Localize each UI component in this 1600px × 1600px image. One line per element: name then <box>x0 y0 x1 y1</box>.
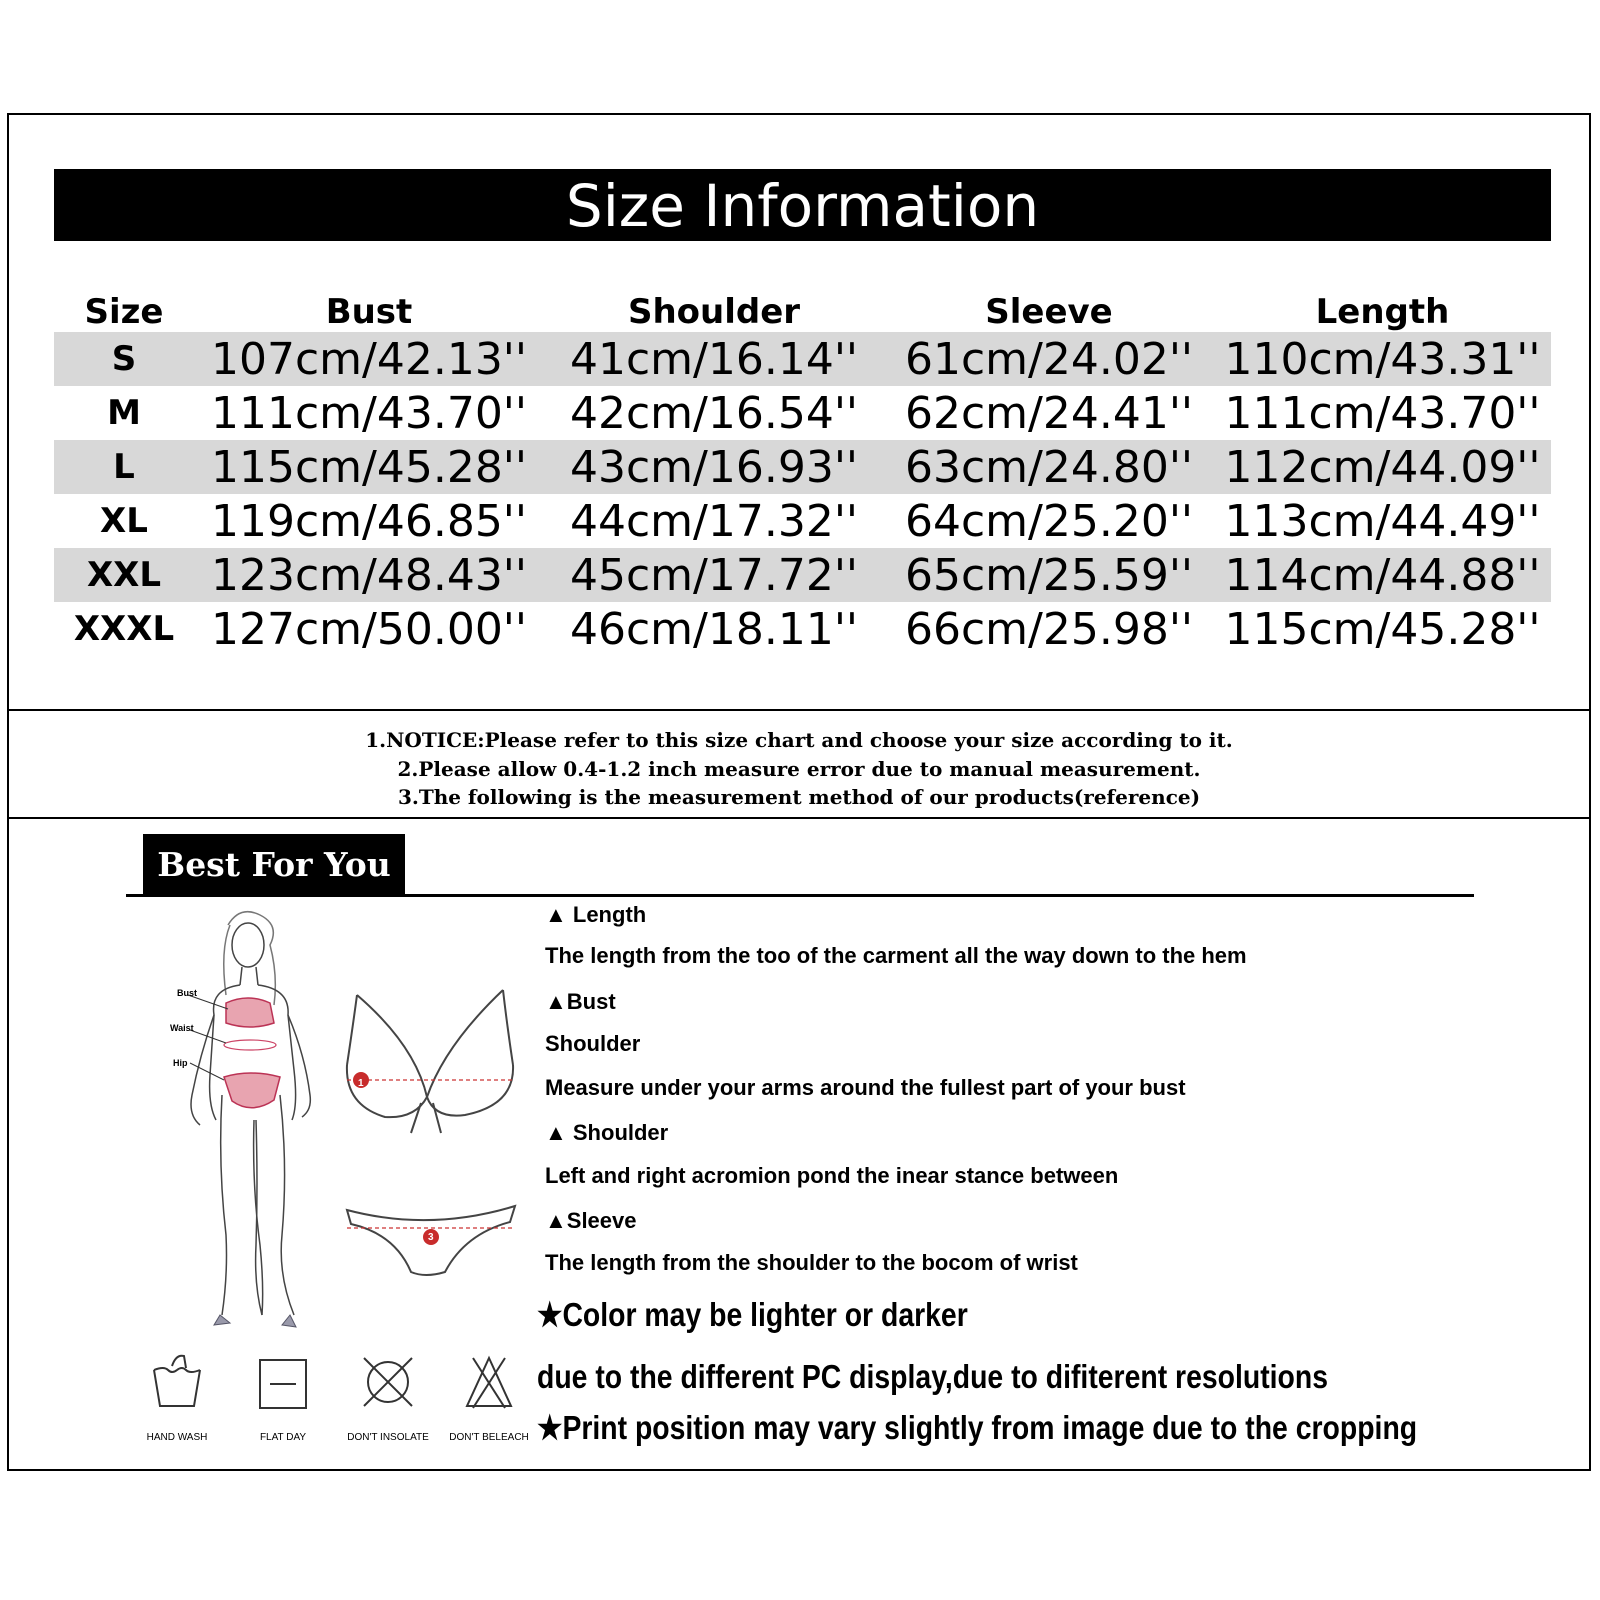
section-divider-top <box>7 709 1591 711</box>
table-row <box>54 386 1551 440</box>
size-table <box>54 282 1551 656</box>
best-for-you-underline <box>126 894 1474 897</box>
length-cell: 115cm/45.28'' <box>1224 603 1541 655</box>
shoulder-heading: ▲ Shoulder <box>545 1120 669 1145</box>
bust-description: Measure under your arms around the fullest part of your bust <box>545 1075 1186 1100</box>
sleeve-cell: 66cm/25.98'' <box>904 603 1194 655</box>
hip-figure-label: Hip <box>173 1058 188 1068</box>
sleeve-cell: 63cm/24.80'' <box>884 440 1214 494</box>
shoulder-cell: 43cm/16.93'' <box>544 440 884 494</box>
bust-cell: 127cm/50.00'' <box>210 603 527 655</box>
size-cell: XXL <box>54 548 194 602</box>
length-cell: 110cm/43.31'' <box>1214 332 1551 386</box>
sleeve-cell: 62cm/24.41'' <box>904 387 1194 439</box>
flat-dry-icon <box>258 1358 308 1410</box>
notice-line-3: 3.The following is the measurement method of our products(reference) <box>397 785 1201 809</box>
notice-line-2: 2.Please allow 0.4-1.2 inch measure error due to manual measurement. <box>397 756 1201 781</box>
color-note: ★Color may be lighter or darker <box>537 1296 968 1333</box>
shoulder-cell: 41cm/16.14'' <box>544 332 884 386</box>
dont-insolate-icon <box>360 1354 416 1410</box>
header-length: Length <box>1315 292 1450 332</box>
shoulder-cell: 46cm/18.11'' <box>569 603 859 655</box>
shoulder-description: Left and right acromion pond the inear stance between <box>545 1163 1119 1188</box>
bra-illustration <box>335 985 525 1145</box>
model-figure-illustration <box>170 905 340 1335</box>
shoulder-cell: 42cm/16.54'' <box>569 387 859 439</box>
table-header-row <box>54 282 1551 332</box>
size-cell: S <box>54 332 194 386</box>
best-for-you-label: Best For You <box>143 834 405 896</box>
size-cell: M <box>107 393 141 433</box>
bust-cell: 107cm/42.13'' <box>194 332 544 386</box>
header-bust: Bust <box>325 292 413 332</box>
bust-cell: 115cm/45.28'' <box>194 440 544 494</box>
shoulder-cell: 44cm/17.32'' <box>569 495 859 547</box>
sleeve-description: The length from the shoulder to the bocom of wrist <box>545 1250 1078 1275</box>
print-position-note: ★Print position may vary slightly from image due to the cropping <box>537 1409 1418 1446</box>
sleeve-cell: 61cm/24.02'' <box>884 332 1214 386</box>
panty-marker-number: 3 <box>428 1232 434 1243</box>
dont-bleach-label: DON'T BELEACH <box>449 1432 529 1443</box>
dont-bleach-icon <box>463 1354 515 1410</box>
bust-figure-label: Bust <box>177 988 197 998</box>
section-divider-bottom <box>7 817 1591 819</box>
table-row <box>54 602 1551 656</box>
notice-block <box>7 726 1591 812</box>
header-shoulder: Shoulder <box>627 292 801 332</box>
table-row <box>54 332 1551 386</box>
size-cell: L <box>54 440 194 494</box>
sleeve-heading: ▲Sleeve <box>545 1208 637 1233</box>
shoulder-cell: 45cm/17.72'' <box>544 548 884 602</box>
hand-wash-icon <box>150 1352 204 1410</box>
size-cell: XL <box>100 501 148 541</box>
flat-dry-label: FLAT DAY <box>259 1432 307 1443</box>
waist-figure-label: Waist <box>170 1023 194 1033</box>
table-row <box>54 548 1551 602</box>
length-description: The length from the too of the carment all the way down to the hem <box>545 943 1247 968</box>
length-heading: ▲ Length <box>545 902 647 927</box>
table-row <box>54 440 1551 494</box>
shoulder-subheading: Shoulder <box>545 1031 641 1056</box>
bust-cell: 123cm/48.43'' <box>194 548 544 602</box>
bust-cell: 119cm/46.85'' <box>210 495 527 547</box>
length-cell: 111cm/43.70'' <box>1224 387 1541 439</box>
sleeve-cell: 65cm/25.59'' <box>884 548 1214 602</box>
length-cell: 114cm/44.88'' <box>1214 548 1551 602</box>
dont-insolate-label: DON'T INSOLATE <box>347 1432 429 1443</box>
length-cell: 112cm/44.09'' <box>1214 440 1551 494</box>
bust-heading: ▲Bust <box>545 989 616 1014</box>
table-row <box>54 494 1551 548</box>
length-cell: 113cm/44.49'' <box>1224 495 1541 547</box>
bust-cell: 111cm/43.70'' <box>210 387 527 439</box>
header-sleeve: Sleeve <box>985 292 1113 332</box>
notice-line-1: 1.NOTICE:Please refer to this size chart and choose your size according to it. <box>365 728 1233 752</box>
header-size: Size <box>84 292 164 332</box>
size-information-title: Size Information <box>54 169 1551 241</box>
hand-wash-label: HAND WASH <box>146 1432 208 1443</box>
sleeve-cell: 64cm/25.20'' <box>904 495 1194 547</box>
bra-marker-number: 1 <box>358 1078 364 1089</box>
display-note: due to the different PC display,due to difiterent resolutions <box>537 1358 1329 1395</box>
size-cell: XXXL <box>73 609 175 649</box>
